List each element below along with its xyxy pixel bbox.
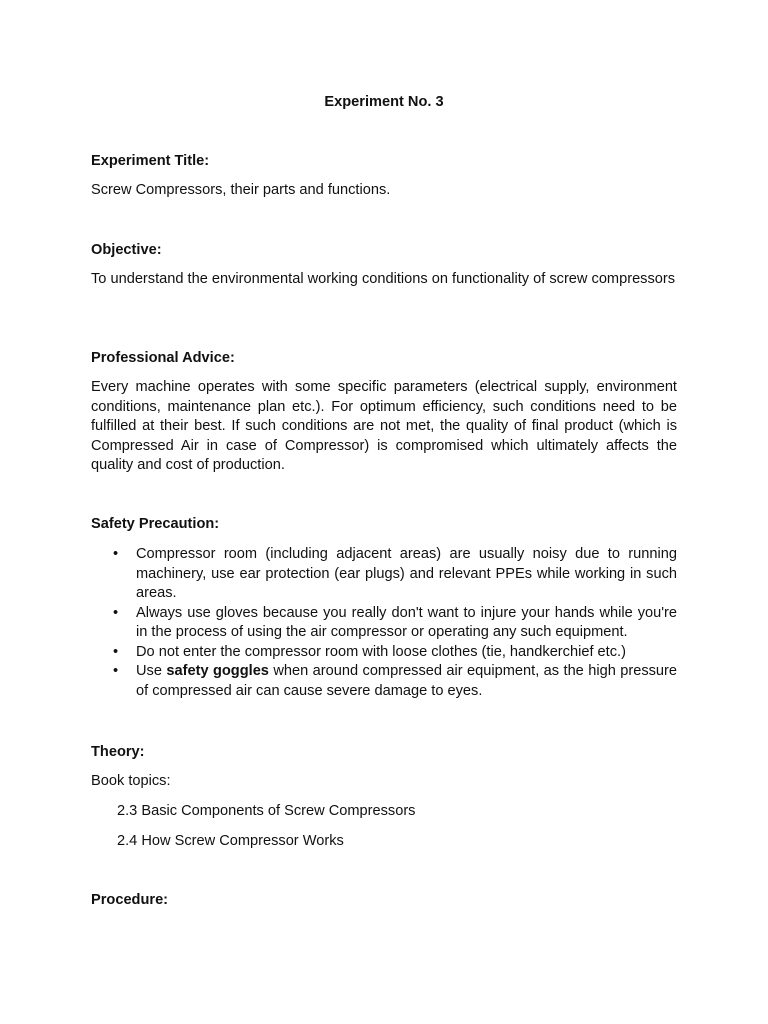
- book-topics-label: Book topics:: [91, 773, 171, 789]
- topic-item: 2.4 How Screw Compressor Works: [117, 833, 344, 849]
- title-heading: Experiment Title:: [91, 153, 210, 169]
- safety-list: [91, 545, 677, 701]
- advice-text: Every machine operates with some specific parameters (electrical supply, environment conditions, maintenance plan etc.). For optimum efficiency, such conditions need to be fulfilled at their best. If such conditions are not met, the quality of final product (which is Compressed Air in case of Compressor) is compromised which ultimately affects the quality and cost of production.: [91, 379, 677, 473]
- title-text: Screw Compressors, their parts and functions.: [91, 182, 391, 198]
- safety-item-1: • Compressor room (including adjacent areas) are usually noisy due to running machinery, use ear protection (ear plugs) and relevant PPEs while working in such areas.: [91, 545, 677, 604]
- safety-goggles-emphasis: safety goggles: [166, 663, 269, 679]
- theory-heading: Theory:: [91, 744, 145, 760]
- safety-item-4-post: when around compressed air equipment, as the high pressure of compressed air can cause severe damage to eyes.: [136, 663, 678, 699]
- safety-item-3: • Do not enter the compressor room with loose clothes (tie, handkerchief etc.): [91, 643, 677, 663]
- objective-text: To understand the environmental working conditions on functionality of screw compressors: [91, 271, 676, 287]
- topic-item: 2.3 Basic Components of Screw Compressors: [117, 803, 416, 819]
- safety-item-4: [91, 662, 677, 701]
- safety-item-4-pre: Use: [136, 663, 167, 679]
- safety-item-2: • Always use gloves because you really don't want to injure your hands while you're in the process of using the air compressor or operating any such equipment.: [91, 604, 677, 643]
- safety-heading: Safety Precaution:: [91, 516, 220, 532]
- procedure-heading: Procedure:: [91, 892, 169, 908]
- experiment-number: Experiment No. 3: [324, 94, 444, 110]
- advice-heading: Professional Advice:: [91, 350, 235, 366]
- objective-heading: Objective:: [91, 242, 162, 258]
